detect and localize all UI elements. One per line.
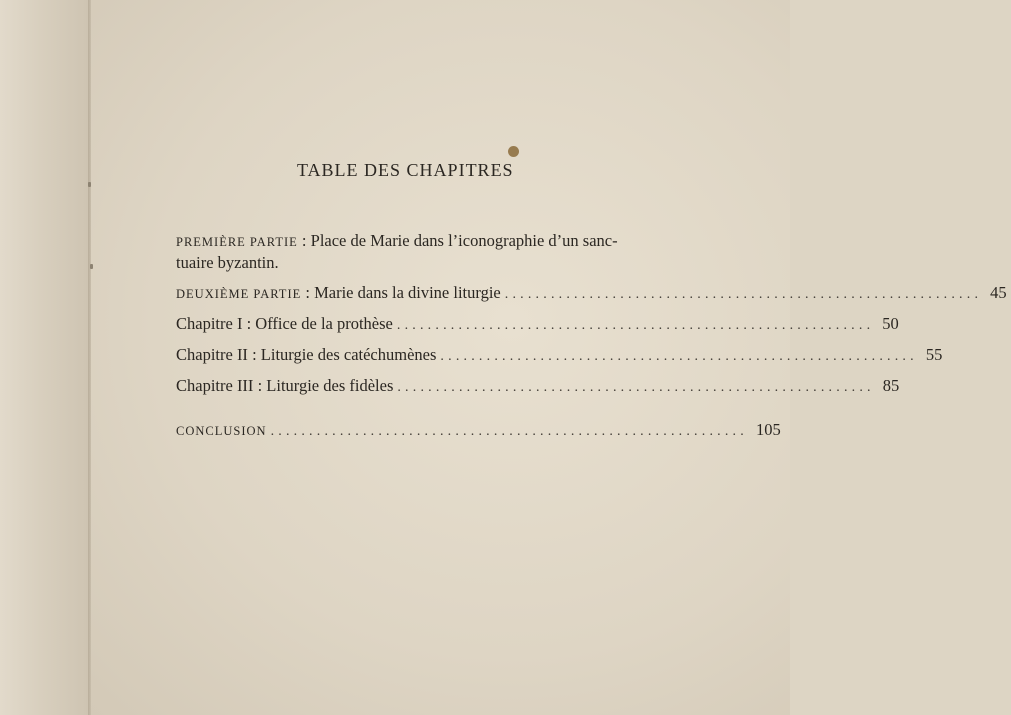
toc-entry-label: Chapitre I bbox=[176, 314, 243, 333]
toc-entry-chapitre-2 bbox=[176, 345, 943, 365]
toc-entry-heading bbox=[176, 314, 393, 334]
toc-entry-separator: : bbox=[301, 283, 315, 302]
toc-entry-chapitre-1 bbox=[176, 314, 899, 334]
toc-page-number: 50 bbox=[882, 314, 899, 333]
dot-leader: .............................................................. bbox=[440, 349, 918, 364]
toc-entry-label: Chapitre II bbox=[176, 345, 248, 364]
toc-entry-heading bbox=[176, 376, 393, 396]
toc-entry-separator: : bbox=[242, 314, 256, 333]
toc-entry-label: Chapitre III bbox=[176, 376, 254, 395]
page-title: TABLE DES CHAPITRES bbox=[297, 160, 514, 180]
toc-entry-line bbox=[176, 231, 716, 251]
toc-entry-deuxieme-partie bbox=[176, 283, 1007, 303]
toc-page-number: 55 bbox=[925, 345, 943, 364]
dot-leader: .............................................................. bbox=[396, 318, 875, 333]
left-page-edge bbox=[0, 0, 100, 715]
toc-entry-label: DEUXIÈME PARTIE bbox=[176, 287, 302, 301]
toc-entry-separator: : bbox=[297, 231, 311, 250]
dot-leader: .............................................................. bbox=[397, 380, 875, 395]
toc-page-number: 85 bbox=[882, 376, 900, 395]
toc-entry-line bbox=[176, 253, 716, 273]
toc-entry-chapitre-3 bbox=[176, 376, 900, 396]
toc-entry-label: PREMIÈRE PARTIE bbox=[176, 235, 298, 249]
toc-entry-heading bbox=[176, 345, 436, 365]
toc-entry-separator: : bbox=[247, 345, 261, 364]
toc-entry-text: Place de Marie dans l’iconographie d’un sanc- bbox=[310, 231, 618, 250]
toc-entry-text: Liturgie des fidèles bbox=[266, 376, 394, 395]
margin-mark bbox=[88, 182, 91, 187]
toc-page-number: 105 bbox=[755, 420, 781, 439]
toc-entry-heading bbox=[176, 283, 501, 303]
toc-entry-text: Marie dans la divine liturgie bbox=[314, 283, 501, 302]
ink-spot bbox=[508, 146, 519, 157]
dot-leader: .............................................................. bbox=[270, 424, 748, 439]
margin-mark bbox=[90, 264, 93, 269]
toc-entry-conclusion bbox=[176, 420, 781, 440]
toc-page-number: 45 bbox=[990, 283, 1007, 302]
toc-entry-premiere-partie bbox=[176, 231, 716, 273]
toc-entry-separator: : bbox=[253, 376, 267, 395]
toc-entry-text: Office de la prothèse bbox=[255, 314, 393, 333]
toc-entry-label: CONCLUSION bbox=[176, 424, 267, 438]
toc-entry-text-continued: tuaire byzantin. bbox=[176, 253, 279, 272]
toc-entry-text: Liturgie des catéchumènes bbox=[260, 345, 437, 364]
dot-leader: .............................................................. bbox=[504, 287, 983, 302]
